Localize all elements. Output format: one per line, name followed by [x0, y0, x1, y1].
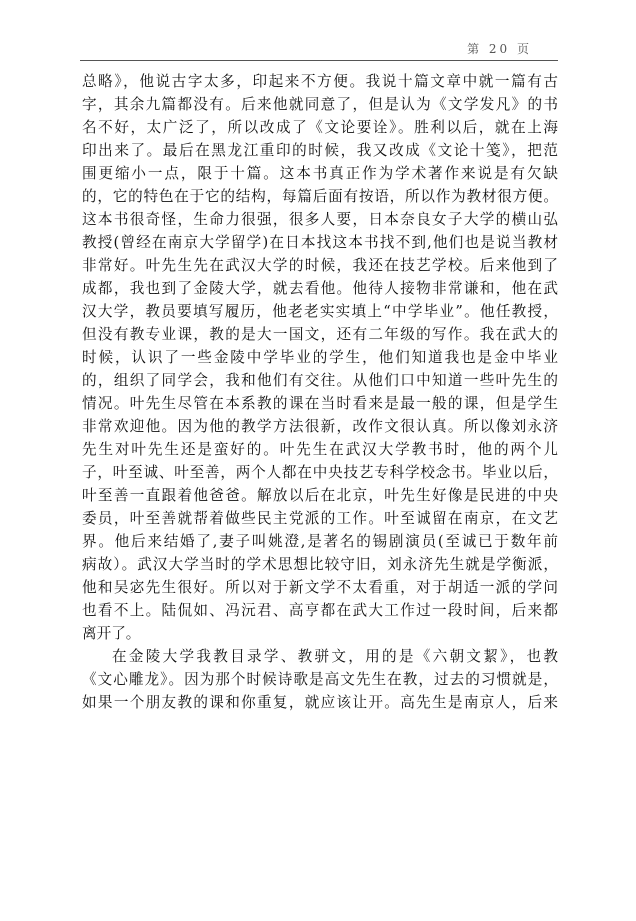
text-line: 病故）。武汉大学当时的学术思想比较守旧，刘永济先生就是学衡派，: [82, 556, 558, 573]
text-line: 也看不上。陆侃如、冯沅君、高亨都在武大工作过一段时间，后来都: [82, 602, 558, 619]
text-line: 的，它的特色在于它的结构，每篇后面有按语，所以作为教材很方便。: [82, 188, 558, 205]
text-line: 非常好。叶先生先在武汉大学的时候，我还在技艺学校。后来他到了: [82, 257, 558, 274]
text-line: 这本书很奇怪，生命力很强，很多人要，日本奈良女子大学的横山弘: [82, 211, 558, 228]
text-line: 教授(曾经在南京大学留学)在日本找这本书找不到,他们也是说当教材: [82, 234, 558, 251]
text-line: 的，组织了同学会，我和他们有交往。从他们口中知道一些叶先生的: [82, 372, 558, 389]
text-line: 名不好，太广泛了，所以改成了《文论要诠》。胜利以后，就在上海: [82, 119, 558, 136]
text-line: 情况。叶先生尽管在本系教的课在当时看来是最一般的课，但是学生: [82, 395, 558, 412]
text-line: 他和吴宓先生很好。所以对于新文学不太看重，对于胡适一派的学问: [82, 579, 558, 596]
text-line: 围更缩小一点，限于十篇。这本书真正作为学术著作来说是有欠缺: [82, 165, 558, 182]
text-line: 但没有教专业课，教的是大一国文，还有二年级的写作。我在武大的: [82, 326, 558, 343]
text-line: 汉大学，教员要填写履历，他老老实实填上“中学毕业”。他任教授，: [82, 303, 558, 320]
text-line: 子，叶至诚、叶至善，两个人都在中央技艺专科学校念书。毕业以后，: [82, 464, 558, 481]
text-line: 离开了。: [82, 625, 141, 642]
page-header: [80, 38, 558, 61]
text-line: 委员，叶至善就帮着做些民主党派的工作。叶至诚留在南京，在文艺: [82, 510, 558, 527]
text-line: 叶至善一直跟着他爸爸。解放以后在北京，叶先生好像是民进的中央: [82, 487, 558, 504]
page-number: 第 20 页: [467, 42, 532, 56]
body-text: [82, 70, 558, 714]
text-line: 《文心雕龙》。因为那个时候诗歌是高文先生在教，过去的习惯就是，: [82, 671, 558, 688]
paragraph-first-line: 在金陵大学我教目录学、教骈文，用的是《六朝文絜》，也教: [112, 648, 558, 665]
text-line: 字，其余九篇都没有。后来他就同意了，但是认为《文学发凡》的书: [82, 96, 558, 113]
text-line: 印出来了。最后在黑龙江重印的时候，我又改成《文论十笺》，把范: [82, 142, 558, 159]
text-line: 总略》，他说古字太多，印起来不方便。我说十篇文章中就一篇有古: [82, 73, 558, 90]
text-line: 界。他后来结婚了,妻子叫姚澄,是著名的锡剧演员(至诚已于数年前: [82, 533, 558, 550]
text-line: 先生对叶先生还是蛮好的。叶先生在武汉大学教书时，他的两个儿: [82, 441, 558, 458]
text-line: 成都，我也到了金陵大学，就去看他。他待人接物非常谦和，他在武: [82, 280, 558, 297]
text-line: 非常欢迎他。因为他的教学方法很新，改作文很认真。所以像刘永济: [82, 418, 558, 435]
text-line: 时候，认识了一些金陵中学毕业的学生，他们知道我也是金中毕业: [82, 349, 558, 366]
text-line: 如果一个朋友教的课和你重复，就应该让开。高先生是南京人，后来: [82, 694, 558, 711]
